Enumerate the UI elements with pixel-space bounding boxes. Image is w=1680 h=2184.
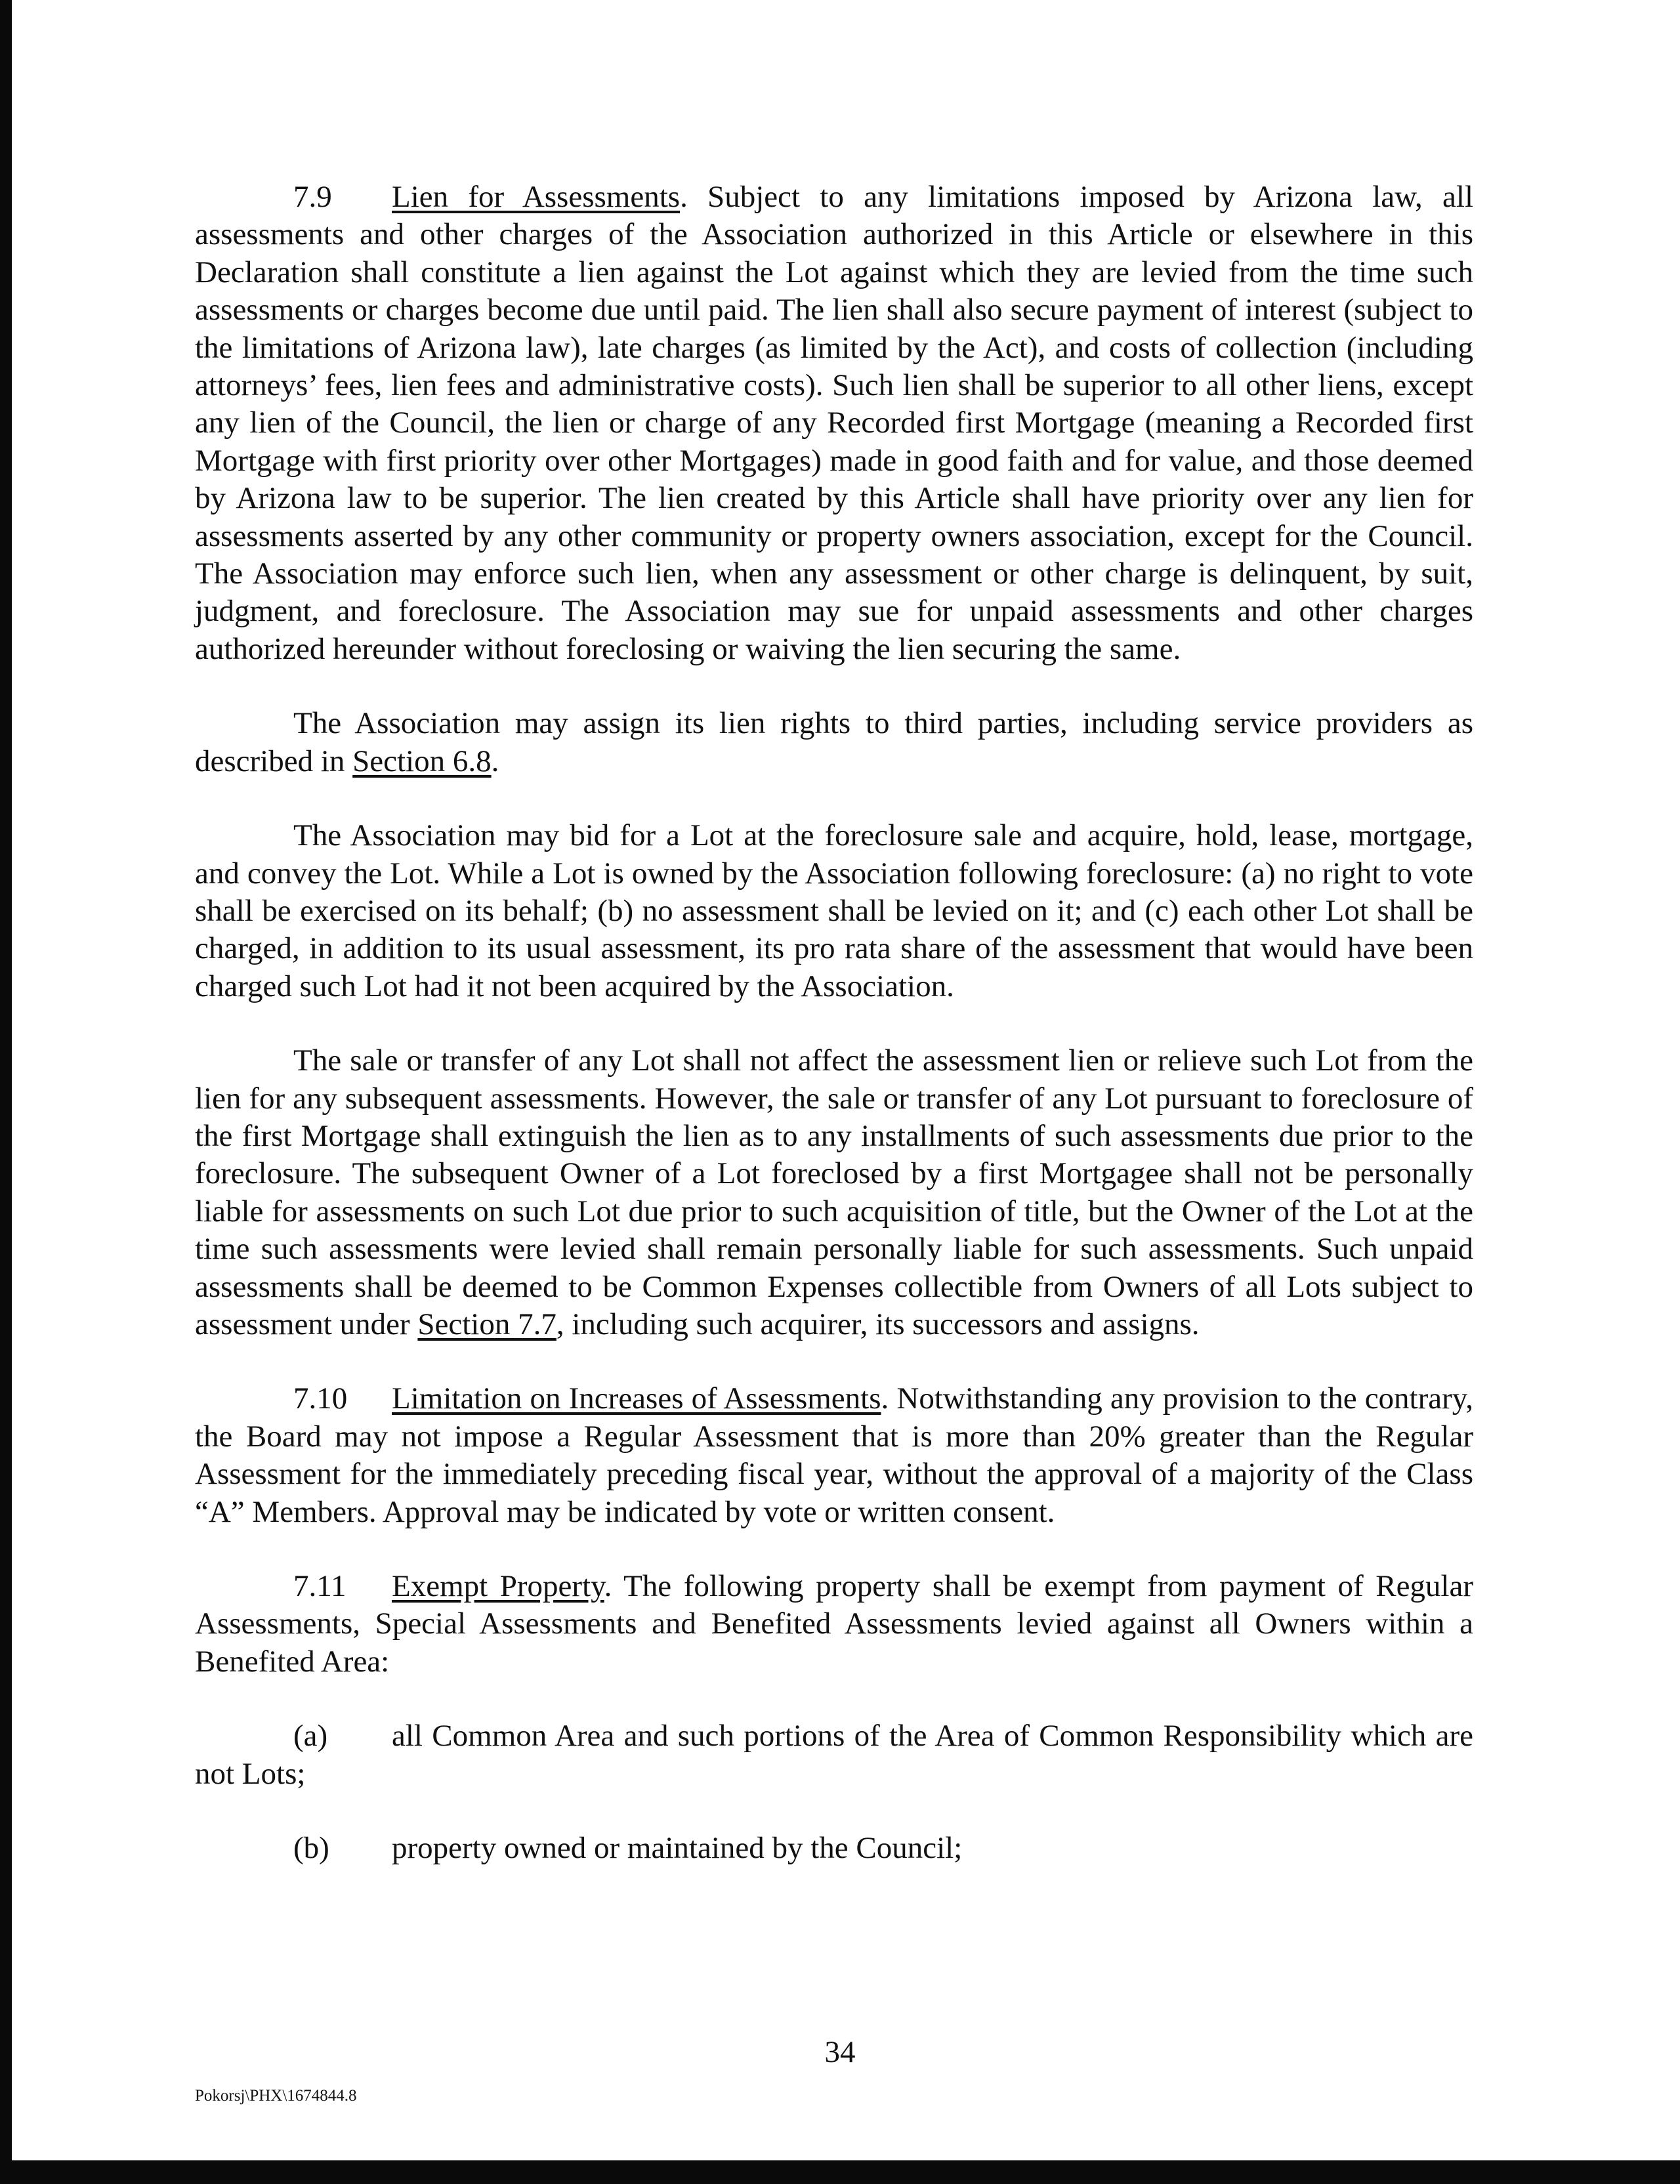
section-number: 7.11 (293, 1569, 346, 1603)
list-item-a (195, 1717, 1473, 1793)
section-7-11 (195, 1568, 1473, 1681)
paragraph-text: The Association may assign its lien rights to third parties, including service providers as described in (195, 706, 1473, 778)
section-title-period: . (680, 180, 688, 214)
page-number: 34 (824, 2035, 856, 2069)
section-title: Exempt Property (392, 1569, 604, 1603)
section-body: Subject to any limitations imposed by Arizona law, all assessments and other charges of the Association authorized in this Article or elsewhere in this Declaration shall constitute a lien against the Lot against which they are levied from the time such assessments or charges become due until paid. The lien shall also secure payment of interest (subject to the limitations of Arizona law), late charges (as limited by the Act), and costs of collection (including attorneys’ fees, lien fees and administrative costs). Such lien shall be superior to all other liens, except any lien of the Council, the lien or charge of any Recorded first Mortgage (meaning a Recorded first Mortgage with first priority over other Mortgages) made in good faith and for value, and those deemed by Arizona law to be superior. The lien created by this Article shall have priority over any lien for assessments asserted by any other community or property owners association, except for the Council. The Association may enforce such lien, when any assessment or other charge is delinquent, by suit, judgment, and foreclosure. The Association may sue for unpaid assessments and other charges authorized hereunder without foreclosing or waiving the lien securing the same. (195, 180, 1473, 666)
section-7-9 (195, 178, 1473, 668)
list-item-label: (b) (293, 1831, 329, 1866)
paragraph-text: The sale or transfer of any Lot shall not affect the assessment lien or relieve such Lot from the lien for any subsequent assessments. However, the sale or transfer of any Lot pursuant to foreclosure of the first Mortgage shall extinguish the lien as to any installments of such assessments due prior to the foreclosure. The subsequent Owner of a Lot foreclosed by a first Mortgagee shall not be personally liable for assessments on such Lot due prior to such acquisition of title, but the Owner of the Lot at the time such assessments were levied shall remain personally liable for such assessments. Such unpaid assessments shall be deemed to be Common Expenses collectible from Owners of all Lots subject to assessment under (195, 1043, 1473, 1341)
list-item-b (195, 1830, 1473, 1867)
section-title-period: . (604, 1569, 612, 1603)
section-number: 7.9 (293, 180, 332, 214)
section-title: Limitation on Increases of Assessments (392, 1381, 881, 1416)
document-body (195, 178, 1473, 1867)
section-number: 7.10 (293, 1381, 348, 1416)
paragraph-bid: The Association may bid for a Lot at the foreclosure sale and acquire, hold, lease, mortgage, and convey the Lot. While a Lot is owned by the Association following foreclosure: (a) no right to vote shall be exercised on its behalf; (b) no assessment shall be levied on it; and (c) each other Lot shall be charged, in addition to its usual assessment, its pro rata share of the assessment that would have been charged such Lot had it not been acquired by the Association. (195, 818, 1473, 1003)
list-item-text: property owned or maintained by the Council; (392, 1831, 963, 1866)
paragraph-end: . (491, 744, 499, 778)
section-reference-7-7: Section 7.7 (417, 1307, 556, 1341)
list-item-text: all Common Area and such portions of the Area of Common Responsibility which are not Lots; (195, 1719, 1473, 1791)
section-body: The following property shall be exempt from payment of Regular Assessments, Special Assessments and Benefited Assessments levied against all Owners within a Benefited Area: (195, 1569, 1474, 1679)
scan-border-left (0, 0, 12, 2184)
section-reference-6-8: Section 6.8 (352, 744, 492, 778)
paragraph-sale (195, 1042, 1473, 1343)
scan-border-bottom (0, 2160, 1680, 2184)
paragraph-end: , including such acquirer, its successors and assigns. (556, 1307, 1200, 1341)
section-title-period: . (881, 1381, 889, 1416)
section-body: Notwithstanding any provision to the contrary, the Board may not impose a Regular Assessment that is more than 20% greater than the Regular Assessment for the immediately preceding fiscal year, without the approval of a majority of the Class “A” Members. Approval may be indicated by vote or written consent. (195, 1381, 1473, 1529)
section-title: Lien for Assessments (392, 180, 681, 214)
document-id: Pokorsj\PHX\1674844.8 (195, 2087, 357, 2105)
paragraph-assign (195, 705, 1473, 780)
section-7-10 (195, 1380, 1473, 1531)
list-item-label: (a) (293, 1719, 328, 1754)
